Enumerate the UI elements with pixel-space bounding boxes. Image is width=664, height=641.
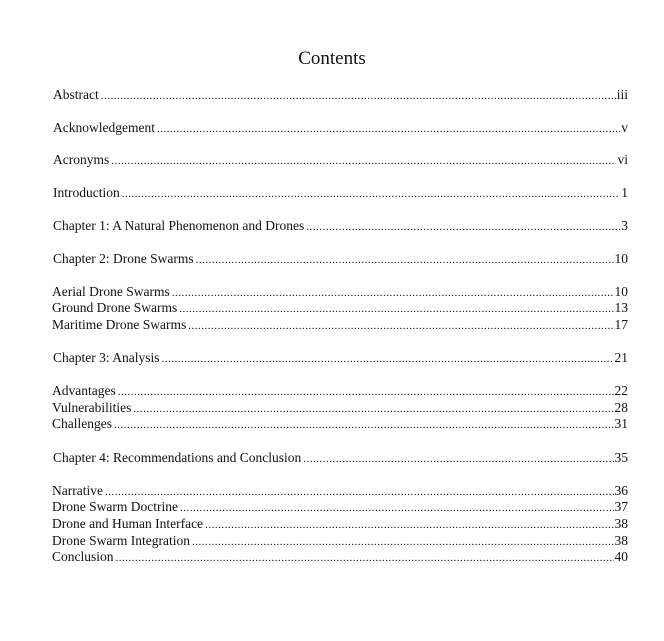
toc-entry-abstract[interactable]	[53, 87, 628, 104]
toc-entry-drone-swarm-integration[interactable]	[52, 533, 628, 550]
toc-entry-ground-drone-swarms[interactable]	[52, 300, 628, 317]
dot-leader	[180, 500, 614, 516]
toc-entry-maritime-drone-swarms[interactable]	[52, 317, 628, 334]
toc-label: Challenges	[52, 416, 112, 431]
toc-page-number: 31	[614, 416, 628, 431]
dot-leader	[303, 451, 613, 467]
toc-entry-drone-human-interface[interactable]	[52, 516, 628, 533]
toc-page-number: 35	[614, 450, 628, 465]
toc-page-number: 36	[614, 483, 628, 498]
toc-page-number: 3	[621, 218, 628, 233]
dot-leader	[188, 318, 613, 334]
toc-label: Introduction	[53, 185, 120, 200]
toc-page-number: 40	[614, 549, 628, 564]
dot-leader	[114, 417, 614, 433]
toc-page-number: 28	[614, 400, 628, 415]
dot-leader	[179, 301, 613, 317]
toc-page-number: 38	[614, 516, 628, 531]
toc-page-number: 17	[614, 317, 628, 332]
toc-label: Chapter 1: A Natural Phenomenon and Drones	[53, 218, 305, 233]
toc-page-number: 1	[621, 185, 628, 200]
dot-leader	[172, 285, 614, 301]
toc-page-number: 13	[614, 300, 628, 315]
dot-leader	[101, 88, 616, 104]
toc-page-number: 37	[614, 499, 628, 514]
dot-leader	[116, 550, 614, 566]
toc-entry-aerial-drone-swarms[interactable]	[52, 284, 628, 301]
toc-label: Chapter 3: Analysis	[53, 350, 160, 365]
toc-entry-narrative[interactable]	[52, 483, 628, 500]
toc-entry-challenges[interactable]	[52, 416, 628, 433]
toc-label: Maritime Drone Swarms	[52, 317, 187, 332]
dot-leader	[111, 153, 616, 169]
toc-entry-drone-swarm-doctrine[interactable]	[52, 499, 628, 516]
dot-leader	[192, 534, 614, 550]
dot-leader	[205, 517, 613, 533]
dot-leader	[118, 384, 614, 400]
toc-label: Conclusion	[52, 549, 114, 564]
toc-label: Drone Swarm Doctrine	[52, 499, 178, 514]
toc-page-number: 10	[614, 251, 628, 266]
toc-page-number: iii	[616, 87, 628, 102]
toc-entry-introduction[interactable]	[53, 185, 628, 202]
toc-entry-chapter-3[interactable]	[53, 350, 628, 367]
toc-label: Acknowledgement	[53, 120, 155, 135]
toc-label: Drone Swarm Integration	[52, 533, 190, 548]
dot-leader	[196, 252, 614, 268]
toc-entry-advantages[interactable]	[52, 383, 628, 400]
dot-leader	[157, 121, 620, 137]
toc-page-number: 21	[614, 350, 628, 365]
toc-label: Vulnerabilities	[52, 400, 132, 415]
toc-page-number: 22	[614, 383, 628, 398]
toc-label: Drone and Human Interface	[52, 516, 204, 531]
toc-entry-conclusion[interactable]	[52, 549, 628, 566]
dot-leader	[162, 351, 614, 367]
toc-entry-acronyms[interactable]	[53, 152, 628, 169]
toc-entry-acknowledgement[interactable]	[53, 120, 628, 137]
toc-entry-chapter-4[interactable]	[53, 450, 628, 467]
toc-entry-chapter-2[interactable]	[53, 251, 628, 268]
toc-entry-chapter-1[interactable]	[53, 218, 628, 235]
dot-leader	[133, 401, 613, 417]
dot-leader	[306, 219, 620, 235]
toc-page-number: 10	[614, 284, 628, 299]
toc-entry-vulnerabilities[interactable]	[52, 400, 628, 417]
toc-label: Acronyms	[53, 152, 110, 167]
toc-label: Abstract	[53, 87, 99, 102]
dot-leader	[122, 186, 621, 202]
toc-label: Chapter 4: Recommendations and Conclusion	[53, 450, 302, 465]
toc-label: Aerial Drone Swarms	[52, 284, 170, 299]
dot-leader	[105, 484, 614, 500]
toc-label: Chapter 2: Drone Swarms	[53, 251, 194, 266]
toc-label: Advantages	[52, 383, 116, 398]
toc-page-number: vi	[617, 152, 628, 167]
toc-label: Narrative	[52, 483, 103, 498]
toc-page-number: 38	[614, 533, 628, 548]
toc-page-number: v	[621, 120, 628, 135]
page-title: Contents	[298, 48, 366, 69]
toc-label: Ground Drone Swarms	[52, 300, 178, 315]
